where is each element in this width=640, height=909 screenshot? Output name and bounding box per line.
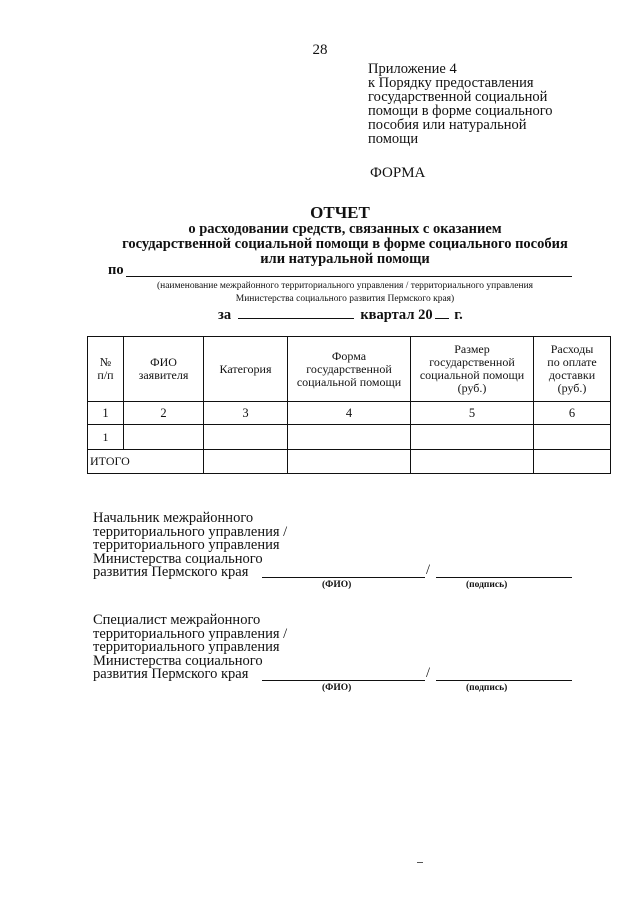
appendix-line: государственной социальной	[368, 89, 548, 105]
header-cell-fio: ФИО заявителя	[124, 337, 204, 402]
signature-line-text: территориального управления /	[93, 523, 288, 540]
signature-line-text: развития Пермского края	[93, 666, 249, 682]
col-number-cell: 3	[204, 402, 288, 425]
head-signature-field[interactable]	[436, 577, 572, 578]
signature-line-text: развития Пермского края	[93, 564, 249, 580]
organization-caption	[100, 280, 590, 306]
fio-caption: (ФИО)	[322, 580, 352, 590]
report-title: ОТЧЕТ	[310, 203, 370, 222]
appendix-line: помощи в форме социального	[368, 103, 553, 119]
fio-caption: (ФИО)	[322, 683, 352, 693]
appendix-line: пособия или натуральной	[368, 117, 527, 133]
signature-line-text: территориального управления /	[93, 625, 288, 642]
table-cell[interactable]	[534, 450, 611, 474]
signature-line-text: Министерства социального	[93, 550, 263, 567]
signature-block-head	[93, 512, 287, 580]
table-cell[interactable]	[204, 425, 288, 450]
column-number-row	[88, 402, 611, 425]
col-number-cell: 1	[88, 402, 124, 425]
appendix-block	[368, 62, 598, 146]
appendix-line: Приложение 4	[368, 61, 457, 77]
subtitle-line: или натуральной помощи	[260, 251, 430, 267]
subtitle-line: государственной социальной помощи в форме социального пособия	[122, 236, 568, 252]
table-cell[interactable]	[411, 425, 534, 450]
quarter-field[interactable]	[238, 306, 354, 319]
period-mid: квартал 20	[360, 307, 433, 323]
header-cell-delivery: Расходы по оплате доставки (руб.)	[534, 337, 611, 402]
signature-line-text: Начальник межрайонного	[93, 510, 254, 526]
signature-slash: /	[426, 562, 431, 578]
specialist-signature-field[interactable]	[436, 680, 572, 681]
subtitle-line: о расходовании средств, связанных с оказанием	[188, 221, 502, 237]
appendix-line: помощи	[368, 131, 419, 147]
table-cell[interactable]	[204, 450, 288, 474]
table-header-row	[88, 337, 611, 402]
caption-line: (наименование межрайонного территориального управления / территориального управления	[156, 281, 534, 291]
page-number: 28	[312, 42, 328, 58]
appendix-line: к Порядку предоставления	[368, 75, 534, 91]
signature-line-text: территориального управления	[93, 639, 280, 655]
col-number-cell: 5	[411, 402, 534, 425]
signature-slash: /	[426, 665, 431, 681]
signature-caption: (подпись)	[466, 580, 508, 590]
table-cell[interactable]	[288, 450, 411, 474]
specialist-fio-field[interactable]	[262, 680, 425, 681]
signature-caption: (подпись)	[466, 683, 508, 693]
header-cell-number: № п/п	[88, 337, 124, 402]
period-prefix: за	[218, 307, 232, 323]
total-row	[88, 450, 611, 474]
report-period	[218, 306, 463, 324]
table-cell[interactable]	[534, 425, 611, 450]
po-label: по	[108, 262, 124, 278]
header-cell-category: Категория	[204, 337, 288, 402]
table-cell[interactable]	[124, 425, 204, 450]
table-cell[interactable]	[288, 425, 411, 450]
period-suffix: г.	[454, 307, 463, 323]
col-number-cell: 6	[534, 402, 611, 425]
signature-line-text: Специалист межрайонного	[93, 612, 261, 628]
form-label: ФОРМА	[370, 165, 426, 181]
head-fio-field[interactable]	[262, 577, 425, 578]
report-table	[87, 336, 611, 474]
header-cell-amount: Размер государственной социальной помощи (руб.)	[411, 337, 534, 402]
table-cell[interactable]	[411, 450, 534, 474]
table-row	[88, 425, 611, 450]
header-cell-form: Форма государственной социальной помощи	[288, 337, 411, 402]
signature-line-text: Министерства социального	[93, 652, 263, 669]
col-number-cell: 4	[288, 402, 411, 425]
organization-name-field[interactable]	[126, 276, 572, 277]
signature-block-specialist	[93, 614, 287, 682]
scan-mark	[417, 862, 423, 863]
signature-line-text: территориального управления	[93, 537, 280, 553]
col-number-cell: 2	[124, 402, 204, 425]
year-field[interactable]	[435, 306, 449, 319]
row-number-cell: 1	[88, 425, 124, 450]
caption-line: Министерства социального развития Пермского края)	[235, 294, 455, 304]
total-label: ИТОГО	[88, 450, 204, 474]
report-subtitle	[80, 222, 610, 267]
